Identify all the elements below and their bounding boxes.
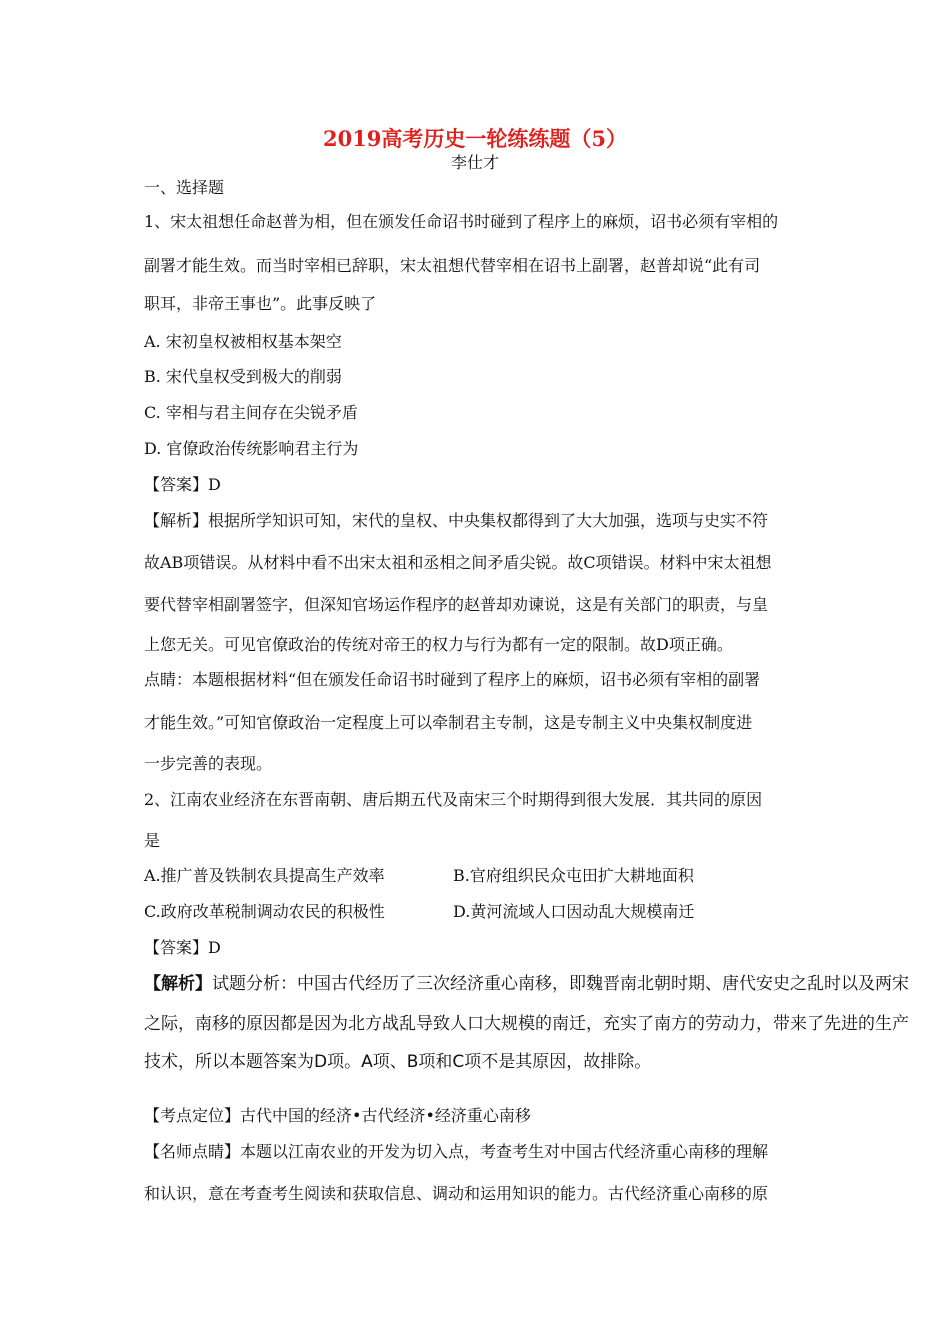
- q2-analysis-line: 技术，所以本题答案为D项。A项、B项和C项不是其原因，故排除。: [144, 1052, 652, 1072]
- q1-stem-line: 副署才能生效。而当时宰相已辞职，宋太祖想代替宰相在诏书上副署，赵普却说“此有司: [144, 256, 761, 275]
- author-name: 李仕才: [450, 153, 499, 172]
- page-title: 2019高考历史一轮练练题（5）: [322, 126, 628, 151]
- q1-analysis-line: 故AB项错误。从材料中看不出宋太祖和丞相之间矛盾尖锐。故C项错误。材料中宋太祖想: [144, 553, 772, 572]
- q2-mingshi-line: 和认识，意在考查考生阅读和获取信息、调动和运用知识的能力。古代经济重心南移的原: [144, 1184, 769, 1203]
- section-heading: 一、选择题: [144, 178, 225, 197]
- q2-stem-line: 是: [144, 831, 161, 850]
- q2-option-c: C.政府改革税制调动农民的积极性: [144, 902, 385, 921]
- q1-option-b: B. 宋代皇权受到极大的削弱: [144, 367, 342, 386]
- q2-answer: 【答案】D: [144, 938, 221, 957]
- q1-stem-line: 1、宋太祖想任命赵普为相，但在颁发任命诏书时碰到了程序上的麻烦，诏书必须有宰相的: [144, 212, 779, 231]
- q1-tip-line: 才能生效。”可知官僚政治一定程度上可以牵制君主专制，这是专制主义中央集权制度进: [144, 713, 753, 732]
- q2-stem-line: 2、江南农业经济在东晋南朝、唐后期五代及南宋三个时期得到很大发展．其共同的原因: [144, 790, 763, 809]
- q2-option-a: A.推广普及铁制农具提高生产效率: [144, 866, 385, 885]
- q1-tip-line: 点睛：本题根据材料“但在颁发任命诏书时碰到了程序上的麻烦，诏书必须有宰相的副署: [144, 670, 761, 689]
- q2-analysis-text: 试题分析：中国古代经历了三次经济重心南移，即魏晋南北朝时期、唐代安史之乱时以及两宋: [212, 974, 909, 994]
- q2-mingshi-line: 【名师点睛】本题以江南农业的开发为切入点，考查考生对中国古代经济重心南移的理解: [144, 1142, 769, 1161]
- q1-answer: 【答案】D: [144, 475, 221, 494]
- q1-option-c: C. 宰相与君主间存在尖锐矛盾: [144, 403, 358, 422]
- q2-kaodian: 【考点定位】古代中国的经济•古代经济•经济重心南移: [144, 1106, 531, 1125]
- q2-option-b: B.官府组织民众屯田扩大耕地面积: [453, 866, 694, 885]
- q1-option-a: A. 宋初皇权被相权基本架空: [144, 332, 342, 351]
- q1-analysis-line: 上您无关。可见官僚政治的传统对帝王的权力与行为都有一定的限制。故D项正确。: [144, 635, 733, 654]
- q1-stem-line: 职耳，非帝王事也”。此事反映了: [144, 294, 377, 313]
- q2-option-d: D.黄河流域人口因动乱大规模南迁: [453, 902, 695, 921]
- q1-analysis-line: 【解析】根据所学知识可知，宋代的皇权、中央集权都得到了大大加强，选项与史实不符: [144, 511, 769, 530]
- q2-analysis-label: 【解析】: [144, 974, 212, 994]
- q2-analysis-line: 之际，南移的原因都是因为北方战乱导致人口大规模的南迁，充实了南方的劳动力，带来了先进的生产: [144, 1014, 909, 1034]
- q1-analysis-line: 要代替宰相副署签字，但深知官场运作程序的赵普却劝谏说，这是有关部门的职责，与皇: [144, 595, 769, 614]
- q1-tip-line: 一步完善的表现。: [144, 754, 273, 773]
- q2-analysis-line: [144, 972, 909, 996]
- q1-option-d: D. 官僚政治传统影响君主行为: [144, 439, 359, 458]
